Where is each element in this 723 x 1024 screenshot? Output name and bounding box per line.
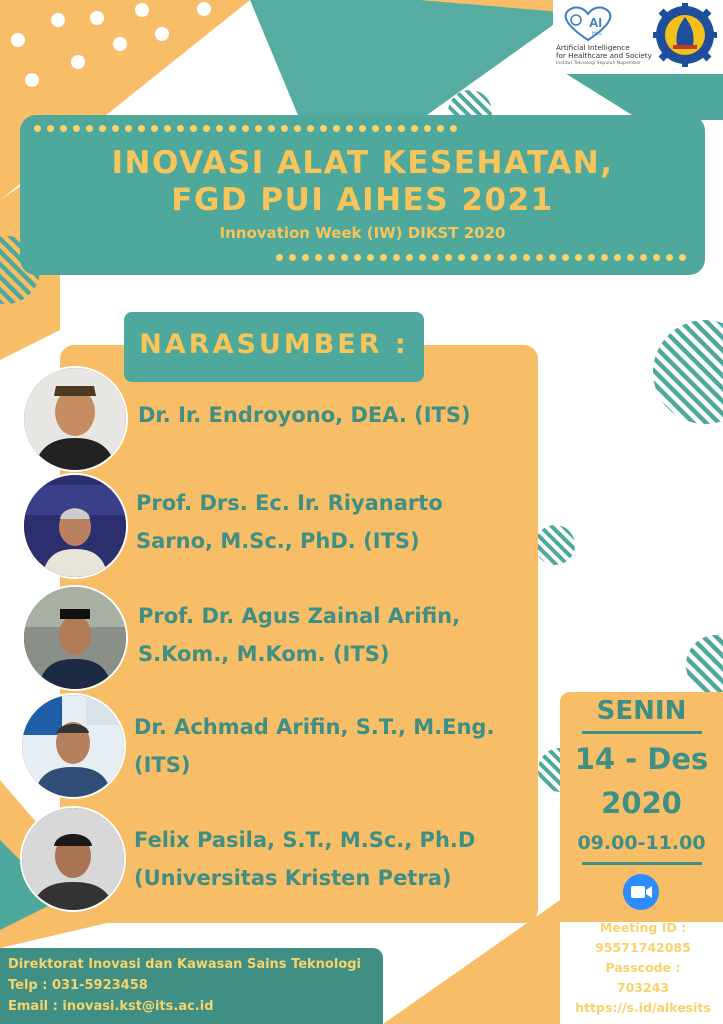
- speaker-2-line2: Sarno, M.Sc., PhD. (ITS): [136, 529, 420, 553]
- decor-dot: [307, 125, 314, 132]
- passcode: 703243: [616, 980, 670, 995]
- decor-dot: [562, 254, 569, 261]
- date-rule-top: [582, 731, 702, 734]
- decor-dot: [268, 125, 275, 132]
- aihes-logo-icon: [559, 4, 617, 44]
- decor-dot: [666, 254, 673, 261]
- decor-dot: [34, 125, 41, 132]
- meeting-id: 95571742085: [595, 940, 691, 955]
- decor-dot: [255, 125, 262, 132]
- speaker-4-portrait-icon: [22, 695, 124, 797]
- title-line-1: INOVASI ALAT KESEHATAN,: [111, 145, 614, 181]
- passcode-label: Passcode :: [605, 960, 681, 975]
- speaker-5-portrait-icon: [22, 808, 124, 910]
- narasumber-label: NARASUMBER :: [139, 329, 409, 360]
- decor-dot: [432, 254, 439, 261]
- speaker-4-line1: Dr. Achmad Arifin, S.T., M.Eng.: [134, 715, 495, 739]
- decor-dot: [411, 125, 418, 132]
- decor-dot: [471, 254, 478, 261]
- decor-dot: [346, 125, 353, 132]
- decor-dot: [315, 254, 322, 261]
- decor-dot: [281, 125, 288, 132]
- decor-dot: [385, 125, 392, 132]
- speaker-photo-5: [20, 806, 126, 912]
- decor-dot: [393, 254, 400, 261]
- contact-org: Direktorat Inovasi dan Kawasan Sains Teknologi: [8, 957, 362, 972]
- decor-dot: [359, 125, 366, 132]
- decor-dot: [653, 254, 660, 261]
- decor-dot: [99, 125, 106, 132]
- decor-dot: [242, 125, 249, 132]
- decor-dot: [640, 254, 647, 261]
- decor-dot: [341, 254, 348, 261]
- decor-dot: [614, 254, 621, 261]
- speaker-5-line1: Felix Pasila, S.T., M.Sc., Ph.D: [134, 828, 476, 852]
- decor-dot: [164, 125, 171, 132]
- speaker-name-1: [138, 396, 471, 434]
- decor-dot: [380, 254, 387, 261]
- title-banner: [20, 115, 705, 275]
- decor-dot: [437, 125, 444, 132]
- decor-dot: [398, 125, 405, 132]
- decor-dot: [60, 125, 67, 132]
- decor-dot: [86, 125, 93, 132]
- speaker-photo-4: [20, 693, 126, 799]
- date-rule-bottom: [582, 862, 702, 865]
- decor-dot: [47, 125, 54, 132]
- contact-box: [0, 948, 383, 1024]
- speaker-name-4: [134, 708, 494, 784]
- speaker-3-portrait-icon: [24, 587, 126, 689]
- decor-dot: [367, 254, 374, 261]
- decor-dot: [177, 125, 184, 132]
- decor-dot: [203, 125, 210, 132]
- decor-dot: [523, 254, 530, 261]
- event-date: 14 - Des: [574, 742, 709, 776]
- contact-email[interactable]: Email : inovasi.kst@its.ac.id: [8, 999, 214, 1014]
- decor-dot: [627, 254, 634, 261]
- decor-dot: [328, 254, 335, 261]
- dots-bottom: [276, 254, 686, 262]
- aihes-logo-mark-text: AI: [589, 15, 602, 30]
- speaker-name-2: [136, 484, 443, 560]
- decor-dot: [549, 254, 556, 261]
- speaker-4-line2: (ITS): [134, 753, 191, 777]
- contact-phone: Telp : 031-5923458: [8, 978, 148, 993]
- decor-dot: [333, 125, 340, 132]
- speaker-1-portrait-icon: [24, 368, 126, 470]
- decor-dot: [302, 254, 309, 261]
- aihes-logo-line3: Institut Teknologi Sepuluh Nopember: [556, 61, 641, 66]
- aihes-logo-mark-small: HeS: [592, 31, 602, 37]
- decor-dot: [289, 254, 296, 261]
- speaker-2-line1: Prof. Drs. Ec. Ir. Riyanarto: [136, 491, 443, 515]
- decor-dot: [450, 125, 457, 132]
- zoom-icon: [623, 874, 659, 910]
- decor-dot: [424, 125, 431, 132]
- speaker-5-line2: (Universitas Kristen Petra): [134, 866, 452, 890]
- its-logo-icon: [653, 3, 717, 67]
- speaker-3-line2: S.Kom., M.Kom. (ITS): [138, 642, 390, 666]
- decor-dot: [190, 125, 197, 132]
- decor-dot: [679, 254, 686, 261]
- speaker-2-portrait-icon: [24, 475, 126, 577]
- speaker-photo-1: [22, 366, 128, 472]
- speaker-photo-2: [22, 473, 128, 579]
- aihes-logo-line2: for Healthcare and Society: [556, 51, 652, 60]
- decor-dot: [510, 254, 517, 261]
- meeting-id-label: Meeting ID :: [599, 920, 687, 935]
- meeting-link[interactable]: https://s.id/alkesits: [575, 1000, 711, 1015]
- decor-dot: [419, 254, 426, 261]
- title-line-2: FGD PUI AIHES 2021: [171, 182, 554, 218]
- speaker-name-5: [134, 821, 475, 897]
- title-subtitle: Innovation Week (IW) DIKST 2020: [219, 224, 506, 242]
- decor-dot: [588, 254, 595, 261]
- speaker-photo-3: [22, 585, 128, 691]
- decor-dot: [276, 254, 283, 261]
- speaker-3-line1: Prof. Dr. Agus Zainal Arifin,: [138, 604, 461, 628]
- event-day: SENIN: [596, 696, 687, 726]
- decor-dot: [575, 254, 582, 261]
- decor-dot: [73, 125, 80, 132]
- speaker-name-3: [138, 597, 460, 673]
- aihes-logo-line1: Artificial Intelligence: [556, 43, 630, 52]
- aihes-logo-text: [556, 44, 660, 68]
- decor-dot: [458, 254, 465, 261]
- decor-dot: [138, 125, 145, 132]
- decor-dot: [229, 125, 236, 132]
- speaker-1-line1: Dr. Ir. Endroyono, DEA. (ITS): [138, 403, 471, 427]
- decor-dot: [406, 254, 413, 261]
- dots-top: [34, 125, 457, 133]
- event-time: 09.00-11.00: [577, 832, 706, 854]
- header-logos: [553, 0, 723, 74]
- decor-dot: [536, 254, 543, 261]
- decor-dot: [354, 254, 361, 261]
- decor-dot: [151, 125, 158, 132]
- decor-dot: [320, 125, 327, 132]
- decor-dot: [125, 125, 132, 132]
- decor-dot: [216, 125, 223, 132]
- narasumber-header: [124, 312, 424, 382]
- decor-dot: [445, 254, 452, 261]
- decor-dot: [372, 125, 379, 132]
- event-year: 2020: [601, 786, 682, 820]
- decor-dot: [497, 254, 504, 261]
- decor-dot: [294, 125, 301, 132]
- decor-dot: [112, 125, 119, 132]
- decor-dot: [484, 254, 491, 261]
- decor-dot: [601, 254, 608, 261]
